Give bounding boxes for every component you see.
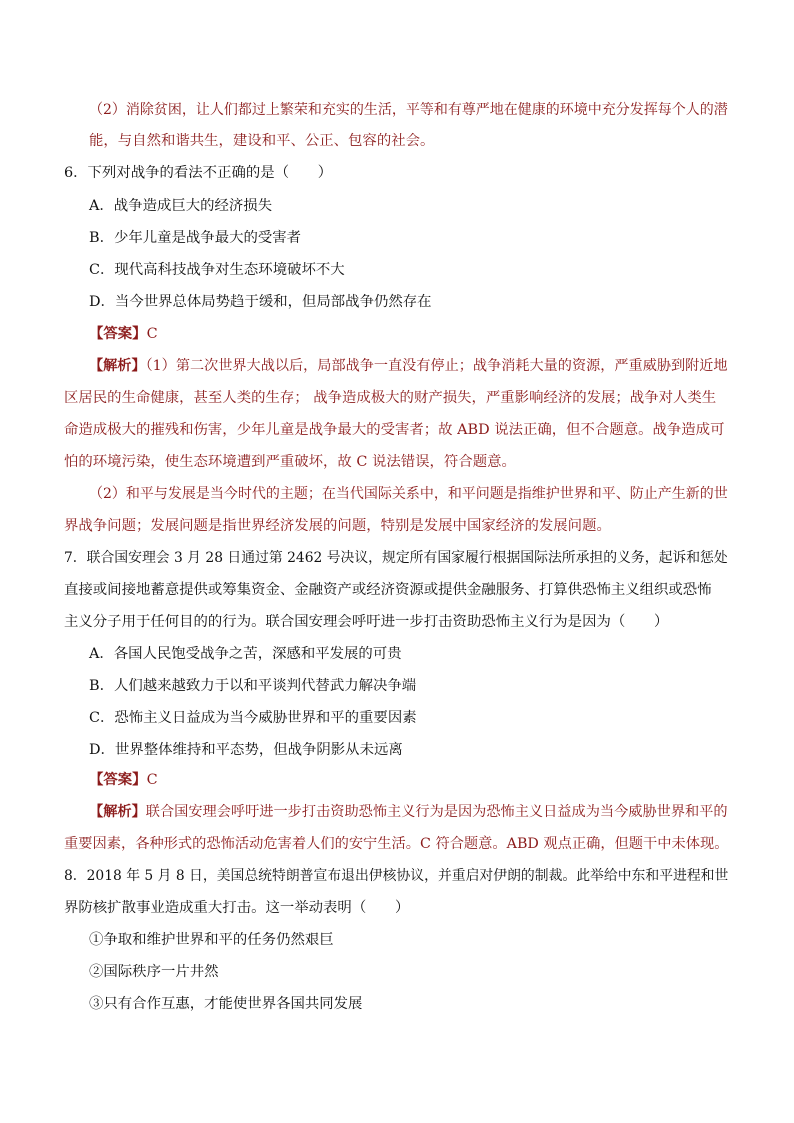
q8-item-2: ②国际秩序一片井然 <box>89 964 219 980</box>
q8-stem-line-1: 8．2018 年 5 月 8 日，美国总统特朗普宣布退出伊核协议，并重启对伊朗的制裁。此举给中东和平进程和世 <box>64 868 729 884</box>
q7-answer-tag: 【答案】 <box>89 771 147 788</box>
q6-answer-tag: 【答案】 <box>89 325 147 342</box>
q7-answer <box>89 770 158 790</box>
q6-analysis-line-6: 界战争问题；发展问题是指世界经济发展的问题，特别是发展中国家经济的发展问题。 <box>64 518 611 534</box>
q6-option-a: A．战争造成巨大的经济损失 <box>89 198 273 214</box>
q6-analysis-line-3: 命造成极大的摧残和伤害，少年儿童是战争最大的受害者；故 ABD 说法正确，但不合题意。战争造成可 <box>64 422 725 438</box>
q6-stem: 6．下列对战争的看法不正确的是（ ） <box>64 165 333 181</box>
q7-stem-line-3: 主义分子用于任何目的的行为。联合国安理会呼吁进一步打击资助恐怖主义行为是因为（ ） <box>64 614 669 630</box>
q8-item-3: ③只有合作互惠，才能使世界各国共同发展 <box>89 996 363 1012</box>
q6-option-c: C．现代高科技战争对生态环境破坏不大 <box>89 262 345 278</box>
q7-analysis-line-2: 重要因素，各种形式的恐怖活动危害着人们的安宁生活。C 符合题意。ABD 观点正确，但题干中未体现。 <box>64 836 729 852</box>
q6-answer <box>89 324 158 344</box>
q6-analysis-text-1: （1）第二次世界大战以后，局部战争一直没有停止；战争消耗大量的资源，严重威胁到附近地 <box>145 358 728 374</box>
q6-option-d: D．当今世界总体局势趋于缓和，但局部战争仍然存在 <box>89 294 432 310</box>
q7-option-c: C．恐怖主义日益成为当今威胁世界和平的重要因素 <box>89 710 417 726</box>
q8-item-1: ①争取和维护世界和平的任务仍然艰巨 <box>89 932 334 948</box>
prev-explanation-line-2: 能，与自然和谐共生，建设和平、公正、包容的社会。 <box>89 133 435 149</box>
q8-stem-line-2: 界防核扩散事业造成重大打击。这一举动表明（ ） <box>64 900 410 916</box>
q7-option-a: A．各国人民饱受战争之苦，深感和平发展的可贵 <box>89 646 402 662</box>
q7-analysis-tag: 【解析】 <box>89 803 146 820</box>
q7-stem-line-1: 7．联合国安理会 3 月 28 日通过第 2462 号决议，规定所有国家履行根据国际法所承担的义务，起诉和惩处 <box>64 550 728 566</box>
q7-answer-value: C <box>146 772 158 788</box>
q7-analysis-text-1: 联合国安理会呼吁进一步打击资助恐怖主义行为是因为恐怖主义日益成为当今威胁世界和平的 <box>145 804 728 820</box>
prev-explanation-line-1: （2）消除贫困，让人们都过上繁荣和充实的生活，平等和有尊严地在健康的环境中充分发挥每个人的潜 <box>89 102 728 118</box>
q6-analysis-line-5: （2）和平与发展是当今时代的主题；在当代国际关系中，和平问题是指维护世界和平、防止产生新的世 <box>89 486 728 502</box>
q7-option-d: D．世界整体维持和平态势，但战争阴影从未远离 <box>89 742 403 758</box>
q6-analysis-line-2: 区居民的生命健康，甚至人类的生存； 战争造成极大的财产损失，严重影响经济的发展；战争对人类生 <box>64 390 717 406</box>
q7-analysis-line-1 <box>89 802 728 822</box>
q6-analysis-tag: 【解析】 <box>89 357 146 374</box>
q6-analysis-line-4: 怕的环境污染，使生态环境遭到严重破坏，故 C 说法错误，符合题意。 <box>64 454 516 470</box>
q7-stem-line-2: 直接或间接地蓄意提供或筹集资金、金融资产或经济资源或提供金融服务、打算供恐怖主义组织或恐怖 <box>64 582 712 598</box>
q6-option-b: B．少年儿童是战争最大的受害者 <box>89 230 302 246</box>
q7-option-b: B．人们越来越致力于以和平谈判代替武力解决争端 <box>89 678 417 694</box>
q6-answer-value: C <box>146 326 158 342</box>
q6-analysis-line-1 <box>89 356 728 376</box>
